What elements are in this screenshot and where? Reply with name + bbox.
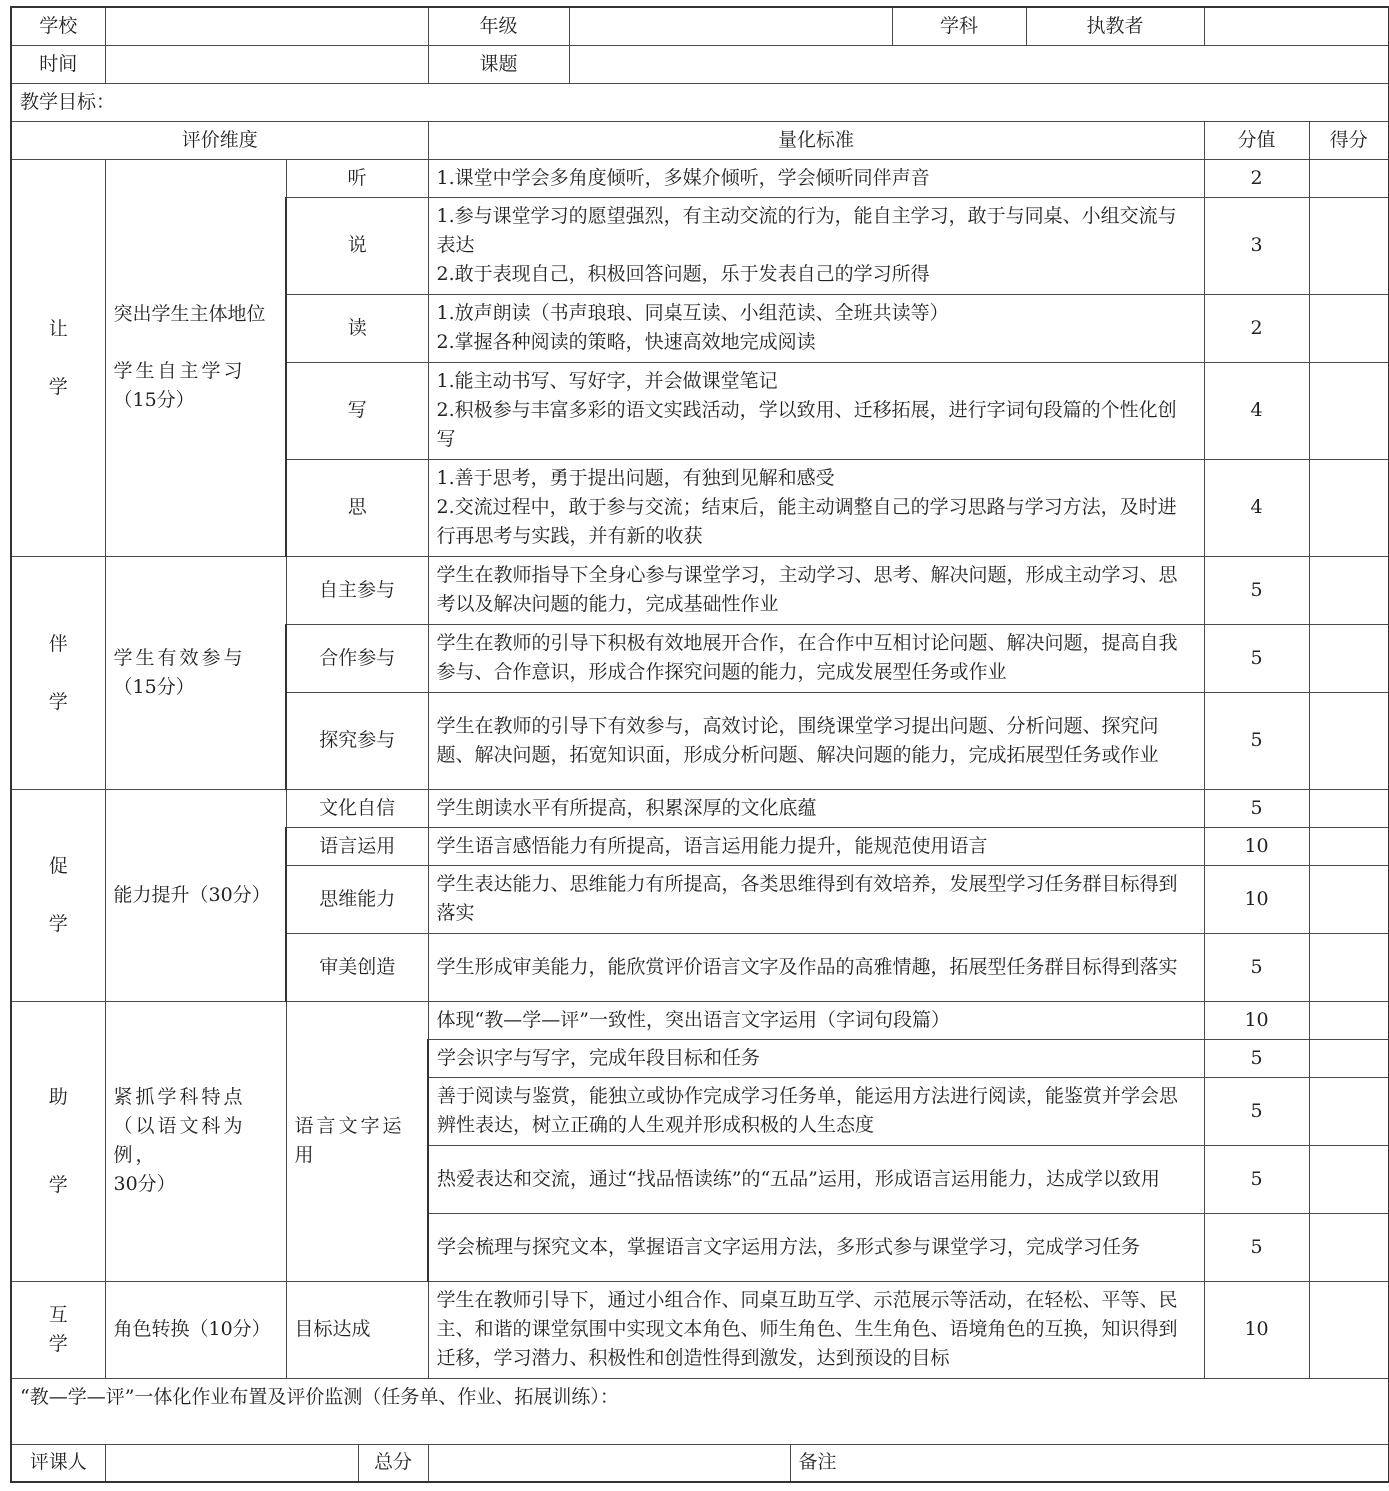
category-ban-text: 伴学 xyxy=(48,632,68,713)
standard-tanjiu: 学生在教师的引导下有效参与，高效讨论，围绕课堂学习提出问题、分析问题、探究问题、解决问题，拓宽知识面，形成分析问题、解决问题的能力，完成拓展型任务或作业 xyxy=(428,692,1204,789)
score-shenmei[interactable] xyxy=(1309,933,1389,1001)
standard-wenhua: 学生朗读水平有所提高，积累深厚的文化底蕴 xyxy=(428,789,1204,827)
evaluation-table xyxy=(10,6,1389,1483)
value-ting: 2 xyxy=(1204,159,1309,197)
objectives-label[interactable]: 教学目标： xyxy=(11,83,1389,121)
item-ting: 听 xyxy=(286,159,428,197)
standard-ting: 1.课堂中学会多角度倾听，多媒介倾听，学会倾听同伴声音 xyxy=(428,159,1204,197)
value-shuo: 3 xyxy=(1204,197,1309,294)
value-du: 2 xyxy=(1204,294,1309,362)
item-yuyanwenzi: 语言文字运用 xyxy=(286,1001,428,1281)
standard-shuo xyxy=(428,197,1204,294)
subtitle-ban-line: （15分） xyxy=(113,675,195,698)
item-siwei: 思维能力 xyxy=(286,865,428,933)
standard-xie xyxy=(428,362,1204,459)
standard-zhu-1: 体现“教—学—评”一致性，突出语言文字运用（字词句段篇） xyxy=(428,1001,1204,1039)
item-yuyan: 语言运用 xyxy=(286,827,428,865)
score-yuyan[interactable] xyxy=(1309,827,1389,865)
score-ting[interactable] xyxy=(1309,159,1389,197)
score-siwei[interactable] xyxy=(1309,865,1389,933)
school-label: 学校 xyxy=(11,7,105,45)
standard-line: 1.参与课堂学习的愿望强烈，有主动交流的行为，能自主学习，敢于与同桌、小组交流与表达 xyxy=(436,205,1177,256)
score-hezuo[interactable] xyxy=(1309,624,1389,692)
grade-value[interactable] xyxy=(569,7,892,45)
standard-si xyxy=(428,459,1204,556)
category-cu xyxy=(11,789,105,1001)
grade-label: 年级 xyxy=(428,7,569,45)
item-wenhua: 文化自信 xyxy=(286,789,428,827)
subtitle-hu: 角色转换（10分） xyxy=(105,1281,286,1378)
standard-zhu-4: 热爱表达和交流，通过“找品悟读练”的“五品”运用，形成语言运用能力，达成学以致用 xyxy=(428,1145,1204,1213)
score-tanjiu[interactable] xyxy=(1309,692,1389,789)
standard-du xyxy=(428,294,1204,362)
score-zhu-1[interactable] xyxy=(1309,1001,1389,1039)
subtitle-zhu xyxy=(105,1001,286,1281)
value-zhu-1: 10 xyxy=(1204,1001,1309,1039)
subtitle-zhu-line: （以语文科为例， xyxy=(113,1115,246,1166)
standard-siwei: 学生表达能力、思维能力有所提高，各类思维得到有效培养，发展型学习任务群目标得到落实 xyxy=(428,865,1204,933)
item-mubiao: 目标达成 xyxy=(286,1281,428,1378)
category-rang-text: 让学 xyxy=(48,317,68,398)
standard-hu: 学生在教师引导下，通过小组合作、同桌互助互学、示范展示等活动，在轻松、平等、民主、和谐的课堂氛围中实现文本角色、师生角色、生生角色、语境角色的互换，知识得到迁移，学习潜力、积极性和创造性得到激发，达到预设的目标 xyxy=(428,1281,1204,1378)
col-value: 分值 xyxy=(1204,121,1309,159)
standard-line: 1.善于思考，勇于提出问题，有独到见解和感受 xyxy=(436,467,835,489)
school-value[interactable] xyxy=(105,7,428,45)
value-zhu-4: 5 xyxy=(1204,1145,1309,1213)
value-hu: 10 xyxy=(1204,1281,1309,1378)
value-zizhu: 5 xyxy=(1204,556,1309,624)
value-yuyan: 10 xyxy=(1204,827,1309,865)
standard-yuyan: 学生语言感悟能力有所提高，语言运用能力提升，能规范使用语言 xyxy=(428,827,1204,865)
value-wenhua: 5 xyxy=(1204,789,1309,827)
homework-section[interactable]: “教—学—评”一体化作业布置及评价监测（任务单、作业、拓展训练）： xyxy=(11,1378,1389,1444)
standard-line: 2.掌握各种阅读的策略，快速高效地完成阅读 xyxy=(436,331,816,353)
standard-line: 2.积极参与丰富多彩的语文实践活动，学以致用、迁移拓展，进行字词句段篇的个性化创写 xyxy=(436,399,1177,450)
category-zhu-text: 助学 xyxy=(48,1086,68,1196)
score-zhu-5[interactable] xyxy=(1309,1213,1389,1281)
category-zhu xyxy=(11,1001,105,1281)
standard-hezuo: 学生在教师的引导下积极有效地展开合作，在合作中互相讨论问题、解决问题，提高自我参与、合作意识，形成合作探究问题的能力，完成发展型任务或作业 xyxy=(428,624,1204,692)
standard-shenmei: 学生形成审美能力，能欣赏评价语言文字及作品的高雅情趣，拓展型任务群目标得到落实 xyxy=(428,933,1204,1001)
item-xie: 写 xyxy=(286,362,428,459)
standard-line: 1.放声朗读（书声琅琅、同桌互读、小组范读、全班共读等） xyxy=(436,302,949,324)
score-zhu-2[interactable] xyxy=(1309,1039,1389,1077)
subtitle-rang xyxy=(105,159,286,556)
standard-zhu-5: 学会梳理与探究文本，掌握语言文字运用方法，多形式参与课堂学习，完成学习任务 xyxy=(428,1213,1204,1281)
standard-line: 2.敢于表现自己，积极回答问题，乐于发表自己的学习所得 xyxy=(436,263,930,285)
score-shuo[interactable] xyxy=(1309,197,1389,294)
score-si[interactable] xyxy=(1309,459,1389,556)
item-tanjiu: 探究参与 xyxy=(286,692,428,789)
score-hu[interactable] xyxy=(1309,1281,1389,1378)
value-tanjiu: 5 xyxy=(1204,692,1309,789)
category-hu-text: 互学 xyxy=(48,1303,68,1355)
time-value[interactable] xyxy=(105,45,428,83)
subtitle-rang-line: 学生自主学习 xyxy=(113,360,246,382)
evaluator-label: 评课人 xyxy=(11,1444,105,1482)
subtitle-ban xyxy=(105,556,286,789)
subject-label: 学科 xyxy=(892,7,1026,45)
topic-value[interactable] xyxy=(569,45,1389,83)
item-du: 读 xyxy=(286,294,428,362)
topic-label: 课题 xyxy=(428,45,569,83)
value-zhu-3: 5 xyxy=(1204,1077,1309,1145)
subtitle-cu: 能力提升（30分） xyxy=(105,789,286,1001)
time-label: 时间 xyxy=(11,45,105,83)
standard-zhu-2: 学会识字与写字，完成年段目标和任务 xyxy=(428,1039,1204,1077)
standard-zhu-3: 善于阅读与鉴赏，能独立或协作完成学习任务单，能运用方法进行阅读，能鉴赏并学会思辨性表达，树立正确的人生观并形成积极的人生态度 xyxy=(428,1077,1204,1145)
subtitle-ban-line: 学生有效参与 xyxy=(113,646,246,669)
subtitle-zhu-line: 30分） xyxy=(113,1173,176,1195)
item-shuo: 说 xyxy=(286,197,428,294)
category-cu-text: 促学 xyxy=(48,855,68,935)
value-siwei: 10 xyxy=(1204,865,1309,933)
value-si: 4 xyxy=(1204,459,1309,556)
score-xie[interactable] xyxy=(1309,362,1389,459)
category-hu xyxy=(11,1281,105,1378)
subtitle-zhu-line: 紧抓学科特点 xyxy=(113,1086,246,1108)
item-zizhu: 自主参与 xyxy=(286,556,428,624)
total-value[interactable] xyxy=(428,1444,790,1482)
standard-line: 1.能主动书写、写好字，并会做课堂笔记 xyxy=(436,370,778,392)
remark-label[interactable]: 备注 xyxy=(790,1444,1389,1482)
value-shenmei: 5 xyxy=(1204,933,1309,1001)
subtitle-rang-line: 突出学生主体地位 xyxy=(113,303,266,325)
value-zhu-2: 5 xyxy=(1204,1039,1309,1077)
score-zhu-3[interactable] xyxy=(1309,1077,1389,1145)
score-du[interactable] xyxy=(1309,294,1389,362)
item-si: 思 xyxy=(286,459,428,556)
standard-zizhu: 学生在教师指导下全身心参与课堂学习，主动学习、思考、解决问题，形成主动学习、思考以及解决问题的能力，完成基础性作业 xyxy=(428,556,1204,624)
col-standard: 量化标准 xyxy=(428,121,1204,159)
value-zhu-5: 5 xyxy=(1204,1213,1309,1281)
subtitle-rang-line: （15分） xyxy=(113,389,195,411)
total-label: 总分 xyxy=(358,1444,428,1482)
teacher-value[interactable] xyxy=(1204,7,1389,45)
col-dimension: 评价维度 xyxy=(11,121,428,159)
teacher-label: 执教者 xyxy=(1026,7,1204,45)
item-hezuo: 合作参与 xyxy=(286,624,428,692)
item-shenmei: 审美创造 xyxy=(286,933,428,1001)
score-zhu-4[interactable] xyxy=(1309,1145,1389,1213)
score-zizhu[interactable] xyxy=(1309,556,1389,624)
value-xie: 4 xyxy=(1204,362,1309,459)
standard-line: 2.交流过程中，敢于参与交流；结束后，能主动调整自己的学习思路与学习方法，及时进行再思考与实践，并有新的收获 xyxy=(436,496,1177,547)
category-ban xyxy=(11,556,105,789)
evaluator-value[interactable] xyxy=(105,1444,358,1482)
value-hezuo: 5 xyxy=(1204,624,1309,692)
score-wenhua[interactable] xyxy=(1309,789,1389,827)
category-rang xyxy=(11,159,105,556)
col-score: 得分 xyxy=(1309,121,1389,159)
